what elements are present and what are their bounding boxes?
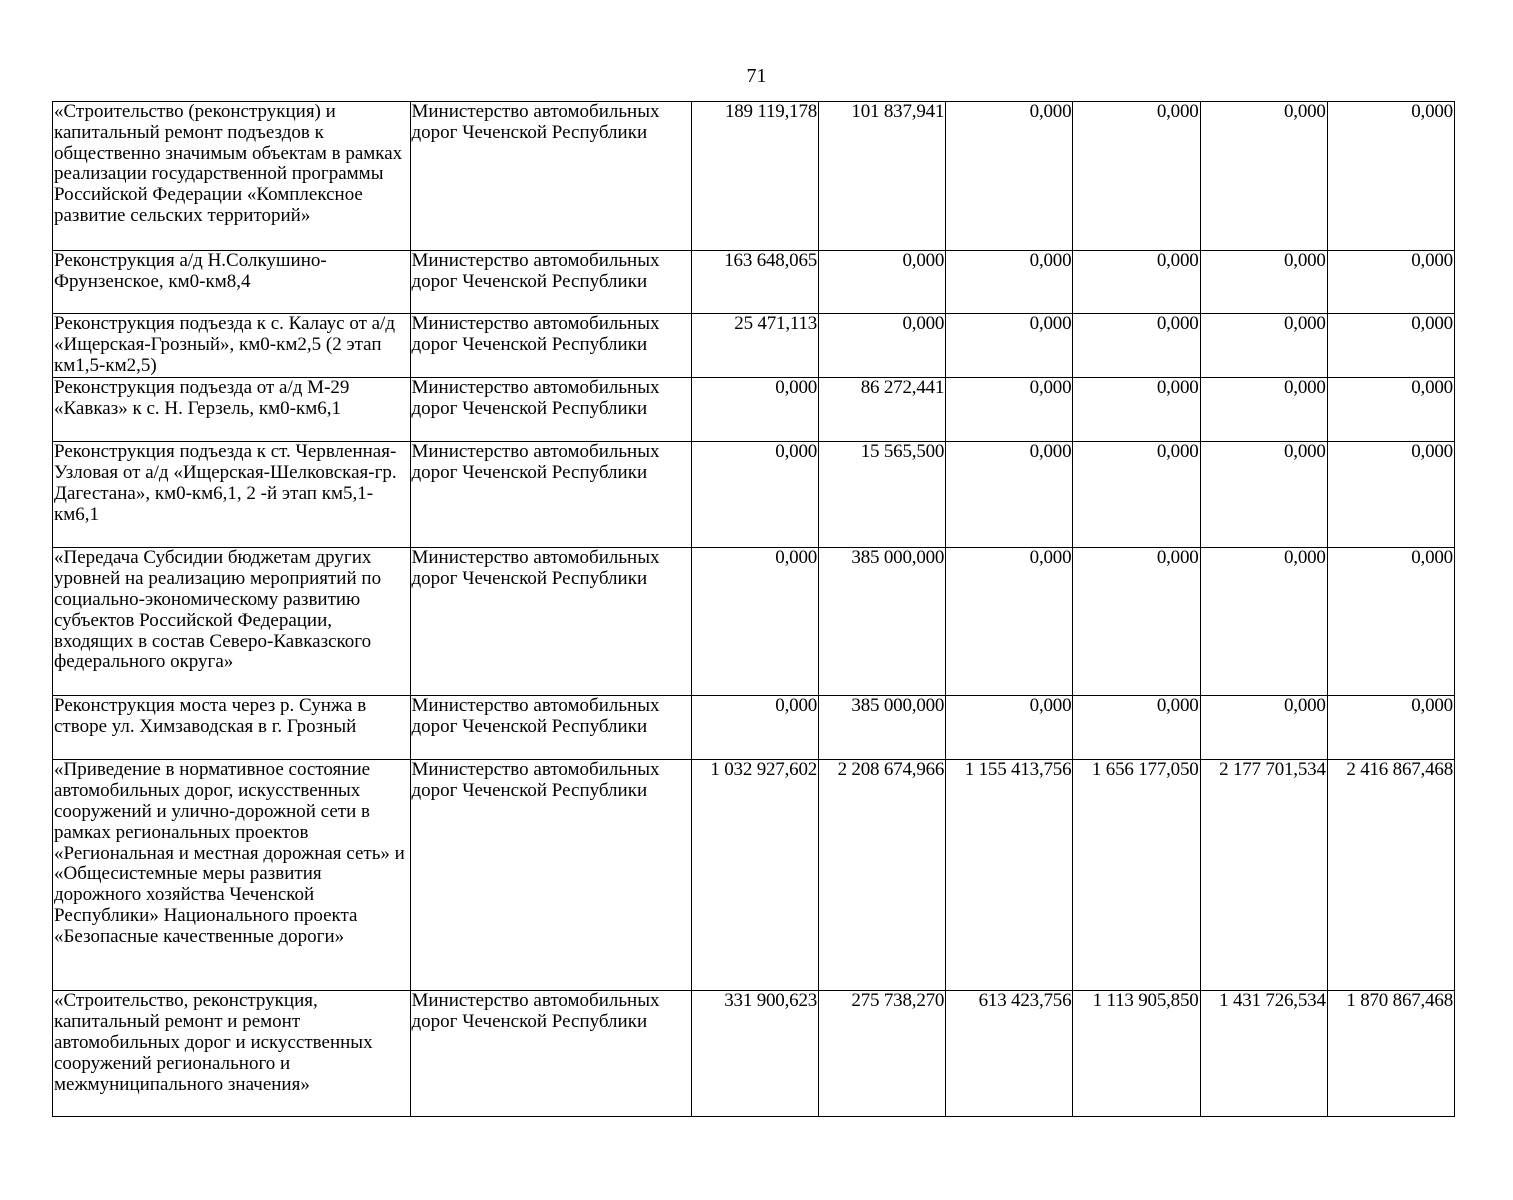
responsible-org-cell: Министерство автомобильных дорог Чеченской Республики xyxy=(410,991,691,1117)
value-cell: 0,000 xyxy=(819,314,946,378)
table-row xyxy=(53,442,1455,548)
value-cell: 0,000 xyxy=(1073,251,1200,314)
value-cell: 2 177 701,534 xyxy=(1200,760,1327,991)
responsible-org-cell: Министерство автомобильных дорог Чеченской Республики xyxy=(410,378,691,442)
value-cell: 0,000 xyxy=(1327,251,1454,314)
value-cell: 101 837,941 xyxy=(819,102,946,251)
value-cell: 0,000 xyxy=(946,548,1073,696)
value-cell: 0,000 xyxy=(1073,548,1200,696)
activity-name-cell: Реконструкция подъезда к с. Калаус от а/д «Ищерская-Грозный», км0-км2,5 (2 этап км1,5-км2,5) xyxy=(53,314,411,378)
table-row xyxy=(53,251,1455,314)
table-row xyxy=(53,548,1455,696)
value-cell: 1 032 927,602 xyxy=(691,760,818,991)
value-cell: 0,000 xyxy=(691,696,818,760)
table-row xyxy=(53,102,1455,251)
value-cell: 15 565,500 xyxy=(819,442,946,548)
value-cell: 0,000 xyxy=(1200,102,1327,251)
value-cell: 189 119,178 xyxy=(691,102,818,251)
activity-name-cell: Реконструкция моста через р. Сунжа в створе ул. Химзаводская в г. Грозный xyxy=(53,696,411,760)
value-cell: 0,000 xyxy=(1073,102,1200,251)
value-cell: 0,000 xyxy=(1200,696,1327,760)
value-cell: 0,000 xyxy=(1327,442,1454,548)
table-row xyxy=(53,696,1455,760)
value-cell: 385 000,000 xyxy=(819,696,946,760)
value-cell: 1 155 413,756 xyxy=(946,760,1073,991)
activity-name-cell: «Передача Субсидии бюджетам других уровней на реализацию мероприятий по социально-экономическому развитию субъектов Российской Федерации, входящих в состав Северо-Кавказского федерального округа» xyxy=(53,548,411,696)
responsible-org-cell: Министерство автомобильных дорог Чеченской Республики xyxy=(410,760,691,991)
value-cell: 0,000 xyxy=(946,696,1073,760)
value-cell: 0,000 xyxy=(691,548,818,696)
responsible-org-cell: Министерство автомобильных дорог Чеченской Республики xyxy=(410,696,691,760)
responsible-org-cell: Министерство автомобильных дорог Чеченской Республики xyxy=(410,314,691,378)
table-row xyxy=(53,760,1455,991)
value-cell: 0,000 xyxy=(1073,696,1200,760)
activity-name-cell: «Строительство (реконструкция) и капитальный ремонт подъездов к общественно значимым объектам в рамках реализации государственной программы Российской Федерации «Комплексное развитие сельских территорий» xyxy=(53,102,411,251)
value-cell: 1 113 905,850 xyxy=(1073,991,1200,1117)
value-cell: 2 416 867,468 xyxy=(1327,760,1454,991)
responsible-org-cell: Министерство автомобильных дорог Чеченской Республики xyxy=(410,251,691,314)
value-cell: 0,000 xyxy=(1327,378,1454,442)
value-cell: 0,000 xyxy=(946,102,1073,251)
value-cell: 2 208 674,966 xyxy=(819,760,946,991)
value-cell: 0,000 xyxy=(1327,102,1454,251)
value-cell: 86 272,441 xyxy=(819,378,946,442)
budget-table-body xyxy=(53,102,1455,1117)
value-cell: 1 431 726,534 xyxy=(1200,991,1327,1117)
value-cell: 0,000 xyxy=(1327,696,1454,760)
value-cell: 0,000 xyxy=(1073,314,1200,378)
value-cell: 0,000 xyxy=(1200,251,1327,314)
value-cell: 0,000 xyxy=(946,442,1073,548)
value-cell: 331 900,623 xyxy=(691,991,818,1117)
value-cell: 0,000 xyxy=(946,378,1073,442)
value-cell: 0,000 xyxy=(1200,314,1327,378)
responsible-org-cell: Министерство автомобильных дорог Чеченской Республики xyxy=(410,102,691,251)
value-cell: 1 870 867,468 xyxy=(1327,991,1454,1117)
page-number: 71 xyxy=(746,65,767,87)
value-cell: 275 738,270 xyxy=(819,991,946,1117)
value-cell: 25 471,113 xyxy=(691,314,818,378)
table-row xyxy=(53,314,1455,378)
value-cell: 613 423,756 xyxy=(946,991,1073,1117)
activity-name-cell: «Строительство, реконструкция, капитальный ремонт и ремонт автомобильных дорог и искусственных сооружений регионального и межмуниципального значения» xyxy=(53,991,411,1117)
value-cell: 0,000 xyxy=(946,314,1073,378)
value-cell: 1 656 177,050 xyxy=(1073,760,1200,991)
activity-name-cell: Реконструкция а/д Н.Солкушино-Фрунзенское, км0-км8,4 xyxy=(53,251,411,314)
value-cell: 0,000 xyxy=(1200,378,1327,442)
table-row xyxy=(53,378,1455,442)
value-cell: 0,000 xyxy=(819,251,946,314)
value-cell: 0,000 xyxy=(1200,442,1327,548)
activity-name-cell: «Приведение в нормативное состояние автомобильных дорог, искусственных сооружений и улично-дорожной сети в рамках региональных проектов «Региональная и местная дорожная сеть» и «Общесистемные меры развития дорожного хозяйства Чеченской Республики» Национального проекта «Безопасные качественные дороги» xyxy=(53,760,411,991)
table-row xyxy=(53,991,1455,1117)
value-cell: 0,000 xyxy=(1327,548,1454,696)
activity-name-cell: Реконструкция подъезда от а/д М-29 «Кавказ» к с. Н. Герзель, км0-км6,1 xyxy=(53,378,411,442)
budget-table xyxy=(52,101,1455,1117)
value-cell: 0,000 xyxy=(946,251,1073,314)
value-cell: 0,000 xyxy=(1073,442,1200,548)
value-cell: 0,000 xyxy=(1073,378,1200,442)
value-cell: 163 648,065 xyxy=(691,251,818,314)
responsible-org-cell: Министерство автомобильных дорог Чеченской Республики xyxy=(410,548,691,696)
activity-name-cell: Реконструкция подъезда к ст. Червленная-Узловая от а/д «Ищерская-Шелковская-гр. Дагестана», км0-км6,1, 2 -й этап км5,1-км6,1 xyxy=(53,442,411,548)
value-cell: 0,000 xyxy=(691,442,818,548)
value-cell: 0,000 xyxy=(691,378,818,442)
value-cell: 385 000,000 xyxy=(819,548,946,696)
value-cell: 0,000 xyxy=(1200,548,1327,696)
responsible-org-cell: Министерство автомобильных дорог Чеченской Республики xyxy=(410,442,691,548)
value-cell: 0,000 xyxy=(1327,314,1454,378)
